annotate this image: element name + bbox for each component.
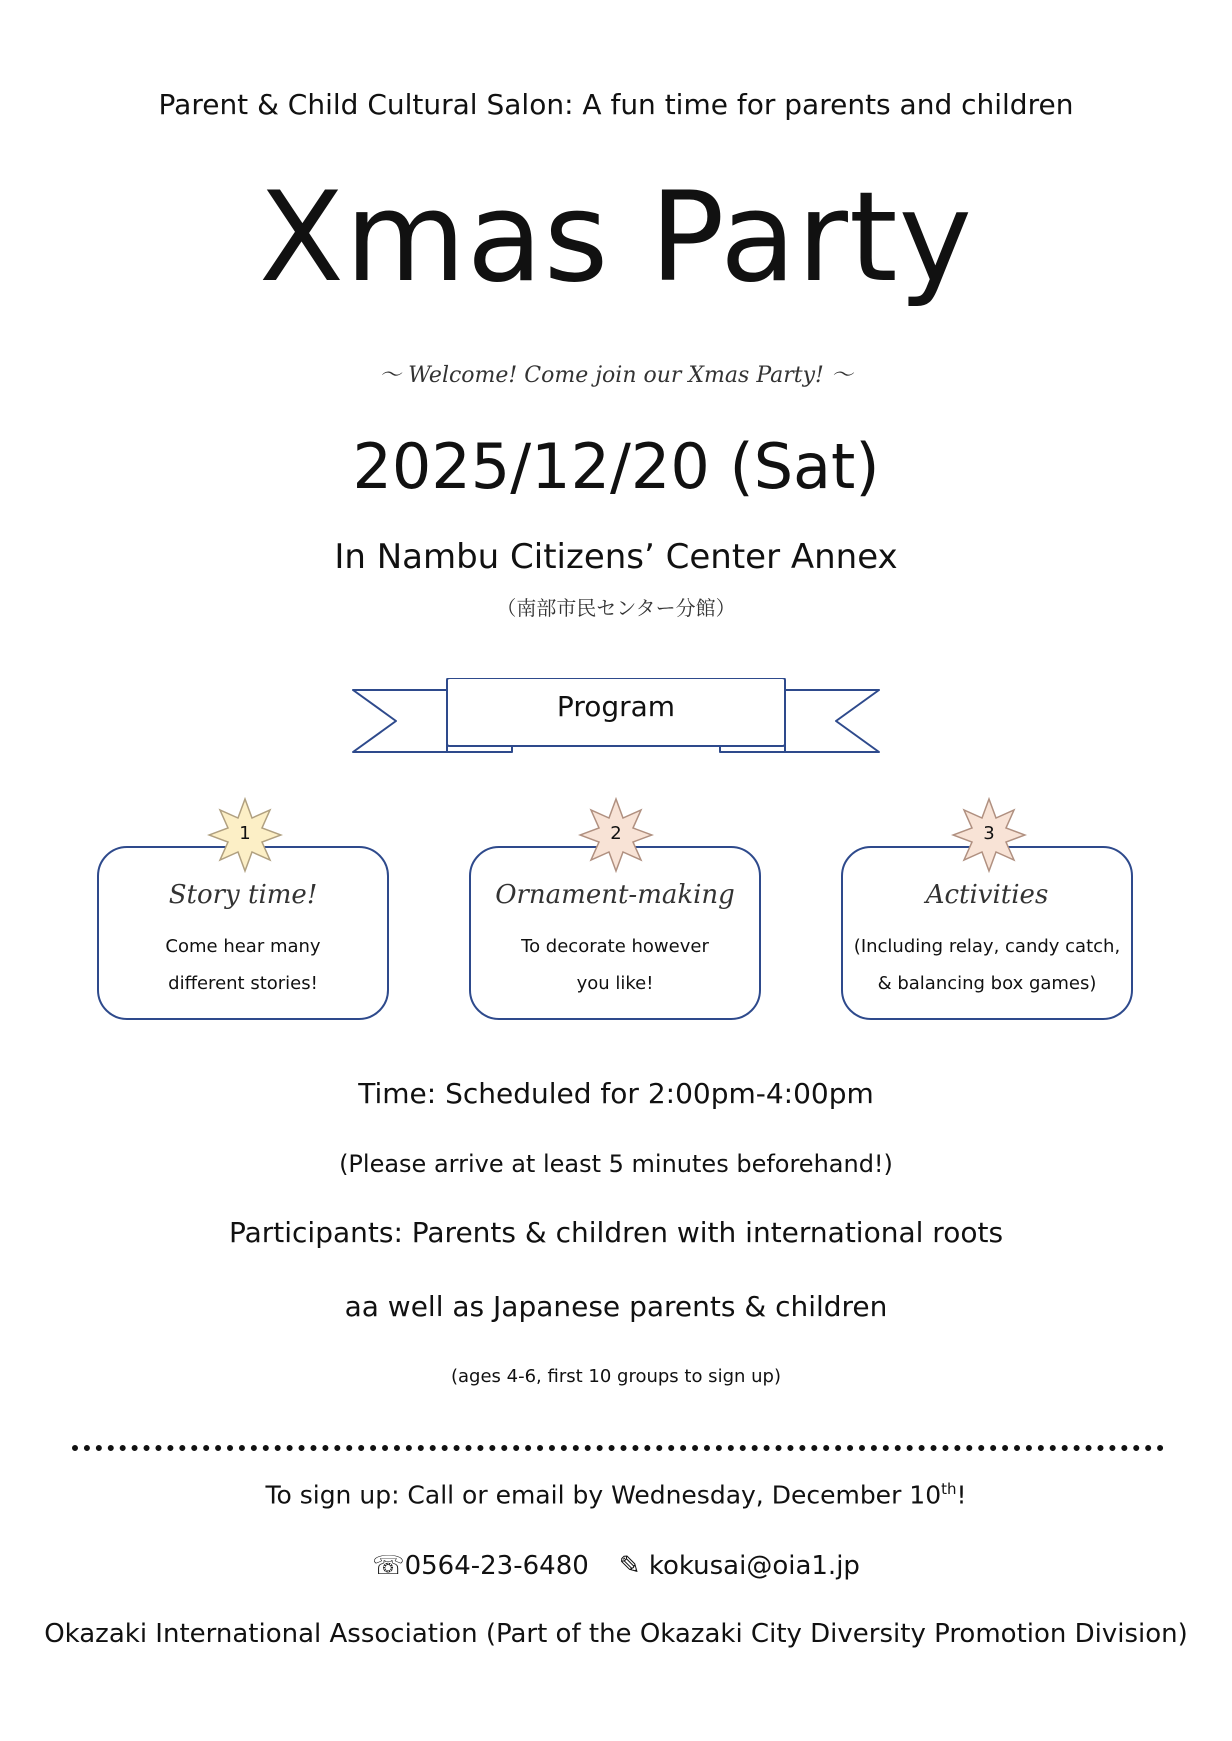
phone-icon: ☏ xyxy=(372,1551,405,1581)
participants-line-2: aa well as Japanese parents & children xyxy=(344,1290,888,1323)
phone-number: 0564-23-6480 xyxy=(404,1551,589,1581)
program-card-desc-line: Come hear many xyxy=(165,936,321,957)
welcome-message: ～ Welcome! Come join our Xmas Party! ～ xyxy=(379,363,853,388)
signup-text: To sign up: Call or email by Wednesday, December 10 xyxy=(265,1480,942,1510)
program-heading: Program xyxy=(556,690,676,723)
signup-ordinal-suffix: th xyxy=(941,1480,957,1498)
program-card-desc-line: you like! xyxy=(576,973,654,994)
program-card-description xyxy=(843,928,1131,1002)
event-venue: In Nambu Citizens’ Center Annex xyxy=(334,537,898,577)
program-card-description xyxy=(99,928,387,1002)
contact-line xyxy=(0,1551,1232,1581)
star-number: 3 xyxy=(983,823,995,844)
program-card-desc-line: different stories! xyxy=(168,973,318,994)
dotted-divider xyxy=(72,1445,1164,1451)
arrival-note: (Please arrive at least 5 minutes beforehand!) xyxy=(339,1150,893,1178)
program-card-desc-line: To decorate however xyxy=(521,936,709,957)
event-time: Time: Scheduled for 2:00pm-4:00pm xyxy=(358,1077,874,1110)
program-card-desc-line: (Including relay, candy catch, xyxy=(853,936,1121,957)
star-badge-3 xyxy=(951,797,1027,873)
star-badge-2 xyxy=(578,797,654,873)
star-number: 2 xyxy=(610,823,622,844)
event-title: Xmas Party xyxy=(259,166,973,310)
pencil-icon: ✎ xyxy=(618,1551,641,1581)
program-card-title: Ornament-making xyxy=(495,880,735,910)
ages-note: (ages 4-6, first 10 groups to sign up) xyxy=(451,1366,781,1387)
star-number: 1 xyxy=(239,823,251,844)
program-card-desc-line: & balancing box games) xyxy=(877,973,1097,994)
event-date: 2025/12/20 (Sat) xyxy=(352,430,880,503)
organization-footer: Okazaki International Association (Part of the Okazaki City Diversity Promotion Division) xyxy=(44,1619,1188,1649)
signup-instructions xyxy=(0,1480,1232,1509)
signup-end: ! xyxy=(956,1480,967,1510)
event-subtitle: Parent & Child Cultural Salon: A fun time for parents and children xyxy=(158,88,1074,121)
program-card-title: Activities xyxy=(925,880,1049,910)
program-card-description xyxy=(471,928,759,1002)
participants-line-1: Participants: Parents & children with international roots xyxy=(228,1216,1004,1249)
event-venue-japanese: （南部市民センター分館） xyxy=(496,596,736,620)
email-address: kokusai@oia1.jp xyxy=(648,1551,860,1581)
program-card-title: Story time! xyxy=(168,880,318,910)
star-badge-1 xyxy=(207,797,283,873)
